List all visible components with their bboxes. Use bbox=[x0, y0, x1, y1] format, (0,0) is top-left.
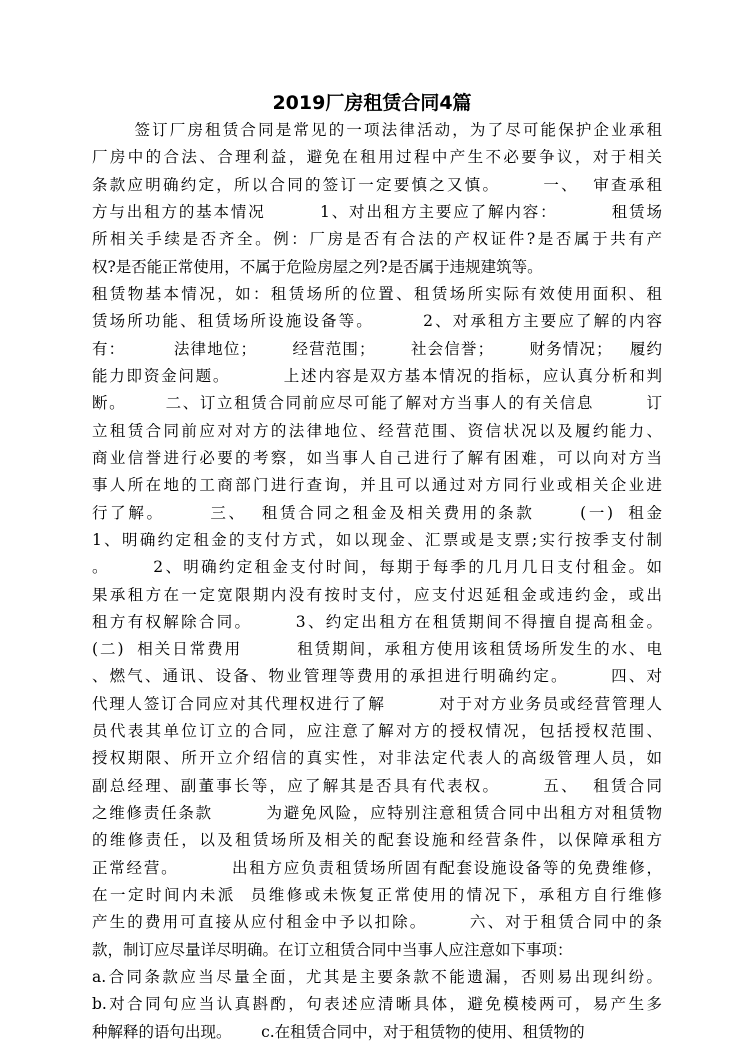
body-line: 签订厂房租赁合同是常见的一项法律活动，为了尽可能保护企业承租 bbox=[92, 121, 662, 139]
body-line: a.合同条款应当尽量全面，尤其是主要条款不能遗漏，否则易出现纠纷。 bbox=[92, 968, 662, 987]
body-line: 赁场所功能、租赁场所设施设备等。 2、对承租方主要应了解的内容 bbox=[92, 312, 662, 331]
body-line: 商业信誉进行必要的考察，如当事人自己进行了解有困难，可以向对方当 bbox=[92, 448, 662, 467]
body-line: 方与出租方的基本情况 1、对出租方主要应了解内容： 租赁场 bbox=[92, 202, 662, 221]
body-line: 、燃气、通讯、设备、物业管理等费用的承担进行明确约定。 四、对 bbox=[92, 667, 662, 686]
body-line: 租赁物基本情况，如：租赁场所的位置、租赁场所实际有效使用面积、租 bbox=[92, 284, 662, 303]
body-line: 事人所在地的工商部门进行查询，并且可以通过对方同行业或相关企业进 bbox=[92, 476, 662, 495]
body-line: 立租赁合同前应对对方的法律地位、经营范围、资信状况以及履约能力、 bbox=[92, 421, 662, 440]
body-line: 代理人签订合同应对其代理权进行了解 对于对方业务员或经营管理人 bbox=[92, 694, 662, 713]
body-line: b.对合同句应当认真斟酌，句表述应清晰具体，避免模棱两可，易产生多 bbox=[92, 995, 662, 1014]
body-line: 果承租方在一定宽限期内没有按时支付，应支付迟延租金或违约金，或出 bbox=[92, 585, 662, 604]
body-line: 断。 二、订立租赁合同前应尽可能了解对方当事人的有关信息 订 bbox=[92, 394, 662, 413]
body-line: 条款应明确约定，所以合同的签订一定要慎之又慎。 一、 审查承租 bbox=[92, 175, 662, 194]
body-line: 种解释的语句出现。 c.在租赁合同中，对于租赁物的使用、租赁物的 bbox=[92, 1022, 585, 1041]
body-line: 租方有权解除合同。 3、约定出租方在租赁期间不得擅自提高租金。 bbox=[92, 612, 662, 631]
body-line: 厂房中的合法、合理利益，避免在租用过程中产生不必要争议，对于相关 bbox=[92, 148, 662, 167]
body-line: 之维修责任条款 为避免风险，应特别注意租赁合同中出租方对租赁物 bbox=[92, 804, 662, 823]
body-line: 款，制订应尽量详尽明确。在订立租赁合同中当事人应注意如下事项： bbox=[92, 940, 573, 959]
body-line: 副总经理、副董事长等，应了解其是否具有代表权。 五、 租赁合同 bbox=[92, 776, 662, 795]
body-line: (二) 相关日常费用 租赁期间，承租方使用该租赁场所发生的水、电 bbox=[92, 640, 662, 659]
body-line: 所相关手续是否齐全。例：厂房是否有合法的产权证件?是否属于共有产 bbox=[92, 230, 662, 249]
body-line: 能力即资金问题。 上述内容是双方基本情况的指标，应认真分析和判 bbox=[92, 366, 662, 385]
body-line: 员代表其单位订立的合同，应注意了解对方的授权情况，包括授权范围、 bbox=[92, 722, 662, 741]
body-line: 正常经营。 出租方应负责租赁场所固有配套设施设备等的免费维修， bbox=[92, 858, 662, 877]
body-line: 产生的费用可直接从应付租金中予以扣除。 六、对于租赁合同中的条 bbox=[92, 913, 662, 932]
document-title: 2019厂房租赁合同4篇 bbox=[272, 92, 472, 114]
body-line: 权?是否能正常使用，不属于危险房屋之列?是否属于违规建筑等。 bbox=[92, 257, 543, 276]
body-line: 授权期限、所开立介绍信的真实性，对非法定代表人的高级管理人员，如 bbox=[92, 749, 662, 768]
body-line: 在一定时间内未派 员维修或未恢复正常使用的情况下，承租方自行维修 bbox=[92, 886, 662, 905]
body-line: 。 2、明确约定租金支付时间，每期于每季的几月几日支付租金。如 bbox=[92, 558, 662, 577]
body-line: 有： 法律地位； 经营范围； 社会信誉； 财务情况； 履约 bbox=[92, 339, 662, 358]
body-line: 行了解。 三、 租赁合同之租金及相关费用的条款 (一) 租金 bbox=[92, 503, 662, 522]
body-line: 的维修责任，以及租赁场所及相关的配套设施和经营条件，以保障承租方 bbox=[92, 831, 662, 850]
body-line: 1、明确约定租金的支付方式，如以现金、汇票或是支票;实行按季支付制 bbox=[92, 530, 662, 549]
